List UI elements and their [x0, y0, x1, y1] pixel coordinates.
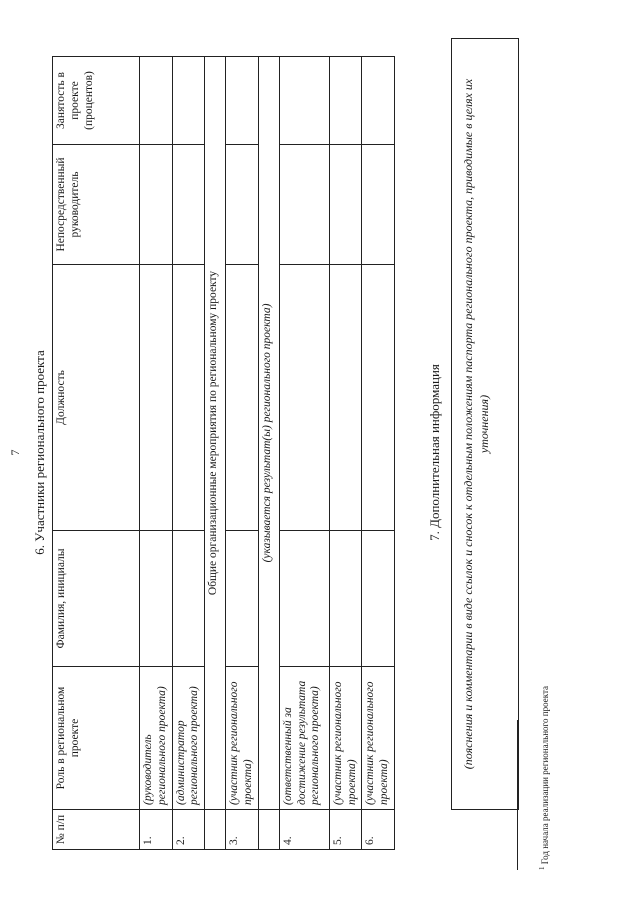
participants-table [52, 56, 395, 850]
group-spacer-cell [205, 810, 226, 850]
table-row [362, 57, 395, 850]
table-row [172, 57, 205, 850]
additional-info-note: (пояснения и комментарии в виде ссылок и сносок к отдельным положениям паспорта регионального проекта, приводимые в целях их уточнения) [461, 78, 492, 770]
header-role: Роль в региональном проекте [53, 667, 140, 810]
row-num: 4. [279, 810, 329, 850]
row-role: (ответственный за достижение результата регионального проекта) [279, 667, 329, 810]
row-role: (руководитель регионального проекта) [140, 667, 173, 810]
row-num: 1. [140, 810, 173, 850]
row-name-cell [226, 531, 259, 667]
row-num: 3. [226, 810, 259, 850]
row-manager-cell [226, 145, 259, 265]
footnote-divider [517, 720, 518, 870]
row-workload-cell [329, 57, 362, 145]
header-position: Должность [53, 265, 140, 531]
row-position-cell [172, 265, 205, 531]
table-row [140, 57, 173, 850]
row-role: (участник регионального проекта) [329, 667, 362, 810]
row-name-cell [172, 531, 205, 667]
row-manager-cell [140, 145, 173, 265]
row-manager-cell [329, 145, 362, 265]
row-manager-cell [172, 145, 205, 265]
page-number: 7 [8, 449, 22, 456]
footnote-text: Год начала реализации регионального проекта [540, 686, 550, 865]
row-workload-cell [279, 57, 329, 145]
row-name-cell [140, 531, 173, 667]
table-row [329, 57, 362, 850]
header-name: Фамилия, инициалы [53, 531, 140, 667]
section-7-title: 7. Дополнительная информация [427, 364, 442, 541]
row-position-cell [329, 265, 362, 531]
additional-info-box [451, 38, 519, 810]
group-header-row [205, 57, 226, 850]
row-position-cell [362, 265, 395, 531]
row-num: 6. [362, 810, 395, 850]
row-name-cell [279, 531, 329, 667]
row-num: 5. [329, 810, 362, 850]
row-workload-cell [226, 57, 259, 145]
row-role: (администратор регионального проекта) [172, 667, 205, 810]
row-workload-cell [362, 57, 395, 145]
table-header-row [53, 57, 140, 850]
header-manager: Непосредственный руководитель [53, 145, 140, 265]
row-workload-cell [172, 57, 205, 145]
footnote-mark: 1 [538, 866, 546, 870]
row-role: (участник регионального проекта) [362, 667, 395, 810]
group-header-row [258, 57, 279, 850]
group-header-result: (указывается результат(ы) регионального проекта) [258, 57, 279, 810]
row-manager-cell [362, 145, 395, 265]
row-num: 2. [172, 810, 205, 850]
footnote [538, 686, 550, 870]
row-name-cell [329, 531, 362, 667]
row-name-cell [362, 531, 395, 667]
row-position-cell [226, 265, 259, 531]
table-row [279, 57, 329, 850]
section-6-title: 6. Участники регионального проекта [32, 350, 47, 555]
row-position-cell [140, 265, 173, 531]
row-role: (участник регионального проекта) [226, 667, 259, 810]
row-workload-cell [140, 57, 173, 145]
group-spacer-cell [258, 810, 279, 850]
header-num: № п/п [53, 810, 140, 850]
row-manager-cell [279, 145, 329, 265]
group-header-general: Общие организационные мероприятия по региональному проекту [205, 57, 226, 810]
header-workload: Занятость в проекте (процентов) [53, 57, 140, 145]
row-position-cell [279, 265, 329, 531]
table-row [226, 57, 259, 850]
